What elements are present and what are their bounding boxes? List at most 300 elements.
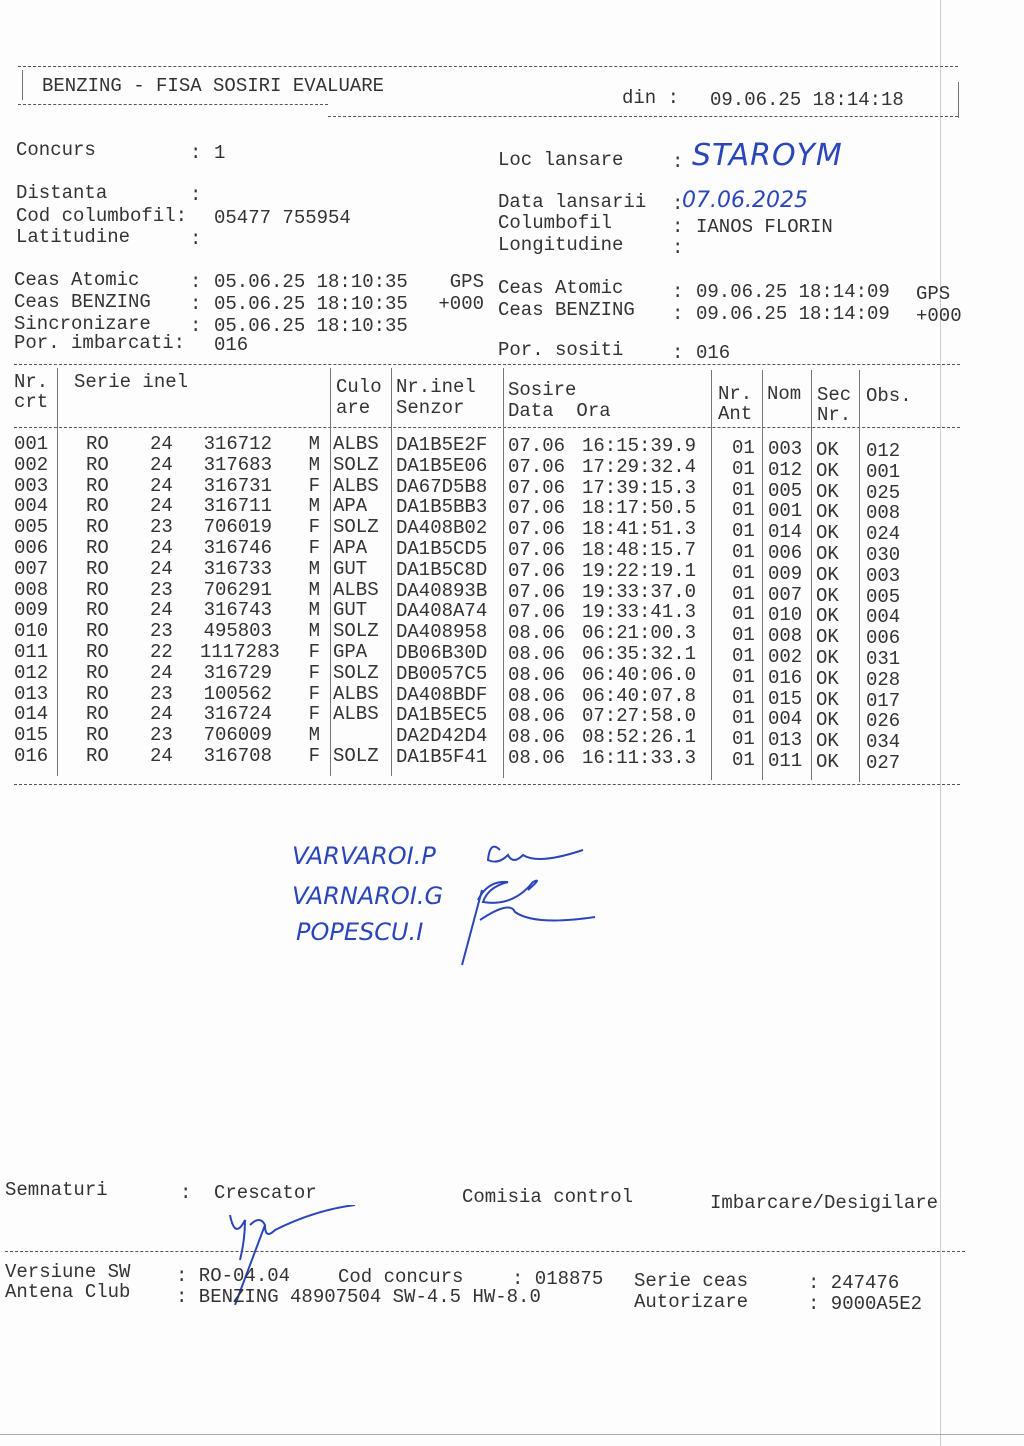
- cell-arrival-date: 08.06: [508, 684, 566, 707]
- cell-nr-crt: 008: [14, 578, 49, 601]
- cell-sex: M: [308, 599, 320, 622]
- cell-country: RO: [86, 703, 109, 726]
- cell-color: SOLZ: [333, 745, 379, 767]
- imbarcati-value: 016: [214, 334, 249, 356]
- cell-nom: 006: [768, 542, 803, 564]
- cell-arrival-date: 07.06: [508, 518, 566, 541]
- cell-country: RO: [86, 620, 109, 643]
- versiune-sw-value: : RO-04.04: [176, 1265, 291, 1287]
- cell-year: 23: [150, 578, 173, 601]
- cell-nom: 002: [768, 646, 803, 668]
- cell-color: APA: [333, 495, 368, 518]
- header-crt: crt: [14, 391, 49, 413]
- cell-year: 24: [150, 703, 173, 726]
- cell-ring-number: 316731: [203, 474, 272, 497]
- clock-colon: :: [190, 315, 202, 337]
- cell-sec-nr: OK: [816, 751, 839, 773]
- table-header-rule: [14, 427, 960, 428]
- cell-sec-nr: OK: [816, 563, 839, 586]
- header-culoare-1: Culo: [336, 376, 382, 398]
- cell-ring-number: 316746: [203, 537, 272, 559]
- sositi-colon: :: [672, 342, 684, 364]
- cell-sec-nr: OK: [816, 522, 839, 545]
- cell-sex: F: [308, 703, 320, 726]
- cell-ring-number: 317683: [203, 453, 272, 476]
- cell-ring-number: 100562: [203, 682, 272, 705]
- commission-signatures: [440, 830, 620, 970]
- concurs-value: 1: [214, 142, 226, 164]
- cell-sensor-ring: DA408A74: [396, 600, 488, 623]
- cell-sec-nr: OK: [816, 584, 839, 607]
- cell-antenna-nr: 01: [732, 499, 755, 522]
- clock-suffix: GPS: [449, 271, 484, 293]
- cell-color: ALBS: [333, 578, 379, 601]
- cell-antenna-nr: 01: [732, 624, 755, 647]
- cell-obs: 005: [866, 585, 901, 608]
- cell-sex: M: [308, 433, 320, 455]
- cell-obs: 003: [866, 564, 901, 587]
- cell-arrival-time: 18:17:50.5: [582, 497, 697, 520]
- cell-obs: 012: [866, 440, 901, 462]
- cell-antenna-nr: 01: [732, 437, 755, 459]
- cell-nom: 016: [768, 666, 803, 689]
- cell-country: RO: [86, 641, 109, 663]
- clock-label: Sincronizare: [14, 313, 151, 335]
- cell-sensor-ring: DA2D42D4: [396, 725, 488, 748]
- col-divider: [811, 370, 812, 780]
- cell-obs: 034: [866, 731, 901, 754]
- clock-value: 05.06.25 18:10:35: [214, 271, 408, 293]
- cell-arrival-time: 06:35:32.1: [582, 643, 697, 665]
- cell-year: 24: [150, 453, 173, 476]
- cell-arrival-time: 06:40:07.8: [582, 684, 697, 707]
- cell-ring-number: 706009: [203, 724, 272, 747]
- col-divider: [391, 368, 392, 776]
- cell-nr-crt: 004: [14, 495, 49, 518]
- cell-year: 24: [150, 661, 173, 684]
- cell-sex: F: [308, 661, 320, 684]
- autorizare-value: : 9000A5E2: [808, 1293, 923, 1315]
- cell-sensor-ring: DA408BDF: [396, 683, 488, 706]
- cell-sec-nr: OK: [816, 459, 839, 482]
- clock-label: Ceas Atomic: [498, 277, 624, 299]
- header-bottom-rule-right: [328, 116, 958, 117]
- cell-arrival-time: 17:39:15.3: [582, 476, 697, 499]
- data-lansarii-colon: :: [672, 193, 684, 215]
- cod-concurs-value: : 018875: [512, 1268, 604, 1290]
- cell-sensor-ring: DB0057C5: [396, 662, 488, 685]
- clock-colon: :: [190, 293, 202, 315]
- header-left-border: [22, 70, 23, 100]
- cell-nom: 008: [768, 625, 803, 648]
- cell-year: 23: [150, 620, 173, 643]
- antena-club-label: Antena Club: [5, 1281, 131, 1303]
- cell-nr-crt: 007: [14, 557, 49, 580]
- cod-concurs-label: Cod concurs: [338, 1266, 464, 1288]
- scan-edge: [940, 0, 941, 1446]
- cell-year: 24: [150, 474, 173, 497]
- cell-ring-number: 316729: [203, 661, 272, 684]
- cell-sec-nr: OK: [816, 439, 839, 461]
- document-title: BENZING - FISA SOSIRI EVALUARE: [42, 75, 385, 97]
- cell-antenna-nr: 01: [732, 561, 755, 584]
- cell-color: ALBS: [333, 682, 379, 705]
- cell-nr-crt: 010: [14, 620, 49, 643]
- header-sec-1: Sec: [817, 384, 852, 406]
- col-divider: [57, 368, 58, 776]
- handwritten-name-1: VARVAROI.P: [292, 842, 436, 870]
- cell-arrival-date: 07.06: [508, 455, 566, 478]
- cell-sec-nr: OK: [816, 543, 839, 565]
- cell-obs: 006: [866, 627, 901, 650]
- cell-color: APA: [333, 537, 368, 559]
- table-top-rule: [14, 364, 960, 365]
- cell-arrival-date: 08.06: [508, 622, 566, 645]
- clock-label: Ceas BENZING: [498, 299, 635, 321]
- header-bottom-rule: [18, 104, 328, 105]
- longitudine-label: Longitudine: [498, 234, 624, 256]
- cell-arrival-date: 07.06: [508, 476, 566, 499]
- din-label: din :: [622, 87, 680, 109]
- cell-arrival-time: 17:29:32.4: [582, 455, 697, 478]
- cell-obs: 028: [866, 668, 901, 691]
- cell-arrival-date: 07.06: [508, 539, 566, 561]
- clock-label: Ceas Atomic: [14, 269, 140, 291]
- cell-sensor-ring: DA1B5E06: [396, 454, 488, 477]
- latitudine-colon: :: [190, 228, 202, 250]
- cell-country: RO: [86, 578, 109, 601]
- cell-country: RO: [86, 516, 109, 539]
- cell-year: 23: [150, 516, 173, 539]
- cell-obs: 024: [866, 523, 901, 546]
- header-sosire: Sosire: [508, 379, 577, 401]
- cell-arrival-time: 07:27:58.0: [582, 705, 697, 728]
- cell-year: 24: [150, 495, 173, 518]
- cell-obs: 030: [866, 544, 901, 566]
- clock-colon: :: [672, 281, 684, 303]
- cell-year: 24: [150, 433, 173, 455]
- cell-sensor-ring: DA1B5F41: [396, 746, 488, 768]
- cell-nom: 015: [768, 687, 803, 710]
- cell-nr-crt: 001: [14, 433, 49, 455]
- cell-year: 24: [150, 557, 173, 580]
- cell-arrival-time: 18:41:51.3: [582, 518, 697, 541]
- autorizare-label: Autorizare: [634, 1291, 749, 1313]
- header-right-border: [958, 82, 959, 118]
- cell-ring-number: 316711: [203, 495, 272, 518]
- table-bottom-rule: [14, 784, 960, 785]
- cell-arrival-date: 07.06: [508, 497, 566, 520]
- cell-sex: F: [308, 745, 320, 767]
- cell-nr-crt: 013: [14, 682, 49, 705]
- header-nr-inel: Nr.inel: [396, 376, 476, 398]
- cell-sex: F: [308, 682, 320, 705]
- cell-sensor-ring: DA40893B: [396, 579, 488, 602]
- cod-columbofil-label: Cod columbofil:: [16, 205, 188, 227]
- cell-country: RO: [86, 537, 109, 559]
- cell-arrival-date: 07.06: [508, 601, 566, 624]
- cell-antenna-nr: 01: [732, 645, 755, 667]
- cell-arrival-date: 08.06: [508, 726, 566, 749]
- header-nr-ant-1: Nr.: [718, 383, 753, 405]
- cell-sec-nr: OK: [816, 709, 839, 732]
- cell-nr-crt: 015: [14, 724, 49, 747]
- cell-country: RO: [86, 599, 109, 622]
- cell-antenna-nr: 01: [732, 457, 755, 480]
- header-nr: Nr.: [14, 371, 49, 393]
- cell-nom: 005: [768, 479, 803, 502]
- cell-antenna-nr: 01: [732, 749, 755, 771]
- cell-nom: 013: [768, 729, 803, 752]
- cell-sec-nr: OK: [816, 605, 839, 628]
- header-top-rule: [18, 66, 958, 67]
- cell-color: SOLZ: [333, 453, 379, 476]
- cell-sensor-ring: DB06B30D: [396, 642, 488, 664]
- cell-country: RO: [86, 682, 109, 705]
- handwritten-name-3: POPESCU.I: [296, 918, 424, 946]
- cell-obs: 001: [866, 460, 901, 483]
- cell-color: ALBS: [333, 703, 379, 726]
- clock-suffix: +000: [916, 305, 962, 327]
- cod-columbofil-value: 05477 755954: [214, 207, 351, 229]
- cell-nom: 010: [768, 604, 803, 627]
- data-lansarii-handwritten: 07.06.2025: [682, 188, 808, 213]
- header-culoare-2: are: [336, 397, 371, 419]
- cell-nr-crt: 003: [14, 474, 49, 497]
- cell-country: RO: [86, 474, 109, 497]
- header-senzor: Senzor: [396, 397, 465, 419]
- header-data-ora: Data Ora: [508, 400, 611, 422]
- cell-nr-crt: 006: [14, 537, 49, 559]
- cell-nom: 009: [768, 562, 803, 585]
- cell-arrival-date: 08.06: [508, 747, 566, 769]
- cell-nr-crt: 012: [14, 661, 49, 684]
- cell-obs: 027: [866, 752, 901, 774]
- loc-lansare-label: Loc lansare: [498, 149, 624, 171]
- cell-nom: 007: [768, 583, 803, 606]
- comisia-control-label: Comisia control: [462, 1186, 634, 1208]
- cell-sec-nr: OK: [816, 501, 839, 524]
- cell-nr-crt: 014: [14, 703, 49, 726]
- cell-color: GUT: [333, 599, 368, 622]
- cell-antenna-nr: 01: [732, 541, 755, 563]
- cell-color: SOLZ: [333, 620, 379, 643]
- cell-year: 22: [150, 641, 173, 663]
- cell-year: 23: [150, 682, 173, 705]
- cell-sex: M: [308, 724, 320, 747]
- header-obs: Obs.: [866, 385, 912, 407]
- latitudine-label: Latitudine: [16, 226, 131, 248]
- cell-nr-crt: 011: [14, 641, 49, 663]
- cell-obs: 025: [866, 481, 901, 504]
- cell-arrival-time: 19:22:19.1: [582, 559, 697, 582]
- cell-sex: F: [308, 474, 320, 497]
- cell-sensor-ring: DA408B02: [396, 517, 488, 540]
- cell-antenna-nr: 01: [732, 707, 755, 730]
- col-divider: [711, 370, 712, 780]
- cell-obs: 004: [866, 606, 901, 629]
- cell-nr-crt: 002: [14, 453, 49, 476]
- cell-country: RO: [86, 433, 109, 455]
- cell-antenna-nr: 01: [732, 520, 755, 543]
- cell-color: GPA: [333, 641, 368, 663]
- concurs-colon: :: [190, 142, 202, 164]
- columbofil-label: Columbofil: [498, 212, 613, 234]
- cell-arrival-date: 07.06: [508, 580, 566, 603]
- cell-nom: 003: [768, 438, 803, 460]
- loc-lansare-colon: :: [672, 151, 684, 173]
- clock-suffix: GPS: [916, 283, 951, 305]
- antena-club-value: : BENZING 48907504 SW-4.5 HW-8.0: [176, 1286, 541, 1308]
- scan-bottom-edge: [0, 1434, 1024, 1435]
- header-sec-2: Nr.: [817, 404, 852, 426]
- serie-ceas-label: Serie ceas: [634, 1270, 749, 1292]
- cell-sex: M: [308, 578, 320, 601]
- cell-year: 24: [150, 599, 173, 622]
- cell-sex: F: [308, 641, 320, 663]
- cell-arrival-time: 08:52:26.1: [582, 726, 697, 749]
- cell-ring-number: 316712: [203, 433, 272, 455]
- cell-country: RO: [86, 661, 109, 684]
- cell-antenna-nr: 01: [732, 478, 755, 501]
- longitudine-colon: :: [672, 237, 684, 259]
- cell-antenna-nr: 01: [732, 665, 755, 688]
- cell-arrival-date: 08.06: [508, 705, 566, 728]
- imbarcare-label: Imbarcare/Desigilare: [710, 1192, 939, 1214]
- handwritten-name-2: VARNAROI.G: [292, 882, 444, 910]
- cell-year: 24: [150, 537, 173, 559]
- cell-obs: 008: [866, 502, 901, 525]
- cell-ring-number: 706291: [203, 578, 272, 601]
- cell-sex: M: [308, 557, 320, 580]
- cell-ring-number: 706019: [203, 516, 272, 539]
- cell-sensor-ring: DA408958: [396, 621, 488, 644]
- cell-year: 23: [150, 724, 173, 747]
- data-lansarii-label: Data lansarii: [498, 191, 647, 213]
- col-divider: [859, 370, 860, 782]
- loc-lansare-handwritten: STAROYM: [692, 138, 843, 173]
- clock-colon: :: [190, 271, 202, 293]
- cell-sec-nr: OK: [816, 688, 839, 711]
- cell-sex: F: [308, 516, 320, 539]
- cell-arrival-time: 06:21:00.3: [582, 622, 697, 645]
- header-serie-inel: Serie inel: [74, 371, 189, 393]
- cell-country: RO: [86, 724, 109, 747]
- col-divider: [330, 368, 331, 776]
- cell-sensor-ring: DA67D5B8: [396, 475, 488, 498]
- cell-sec-nr: OK: [816, 647, 839, 669]
- sositi-label: Por. sositi: [498, 339, 624, 361]
- distanta-label: Distanta: [16, 182, 108, 204]
- cell-obs: 017: [866, 689, 901, 712]
- cell-sensor-ring: DA1B5E2F: [396, 434, 488, 456]
- col-divider: [503, 368, 504, 778]
- cell-sensor-ring: DA1B5EC5: [396, 704, 488, 727]
- versiune-sw-label: Versiune SW: [5, 1261, 131, 1283]
- cell-sec-nr: OK: [816, 480, 839, 503]
- crescator-label: Crescator: [214, 1182, 317, 1204]
- cell-country: RO: [86, 745, 109, 767]
- semnaturi-colon: :: [180, 1182, 192, 1204]
- cell-nr-crt: 016: [14, 745, 49, 767]
- cell-antenna-nr: 01: [732, 582, 755, 605]
- clock-value: 09.06.25 18:14:09: [696, 281, 890, 303]
- clock-suffix: +000: [438, 293, 484, 315]
- serie-ceas-value: : 247476: [808, 1272, 900, 1294]
- cell-arrival-time: 18:48:15.7: [582, 539, 697, 561]
- clock-value: 05.06.25 18:10:35: [214, 315, 408, 337]
- cell-arrival-time: 19:33:41.3: [582, 601, 697, 624]
- cell-year: 24: [150, 745, 173, 767]
- cell-ring-number: 316724: [203, 703, 272, 726]
- cell-arrival-date: 07.06: [508, 435, 566, 457]
- cell-nr-crt: 005: [14, 516, 49, 539]
- cell-sex: M: [308, 495, 320, 518]
- cell-arrival-time: 06:40:06.0: [582, 663, 697, 686]
- header-nom: Nom: [767, 383, 802, 405]
- cell-antenna-nr: 01: [732, 728, 755, 751]
- cell-arrival-time: 16:11:33.3: [582, 747, 697, 769]
- cell-arrival-date: 08.06: [508, 643, 566, 665]
- footer-rule: [5, 1251, 965, 1252]
- cell-nom: 001: [768, 500, 803, 523]
- cell-ring-number: 495803: [203, 620, 272, 643]
- cell-country: RO: [86, 453, 109, 476]
- col-divider: [762, 370, 763, 780]
- cell-arrival-time: 19:33:37.0: [582, 580, 697, 603]
- clock-value: 09.06.25 18:14:09: [696, 303, 890, 325]
- header-nr-ant-2: Ant: [718, 403, 753, 425]
- imbarcati-label: Por. imbarcati:: [14, 332, 186, 354]
- cell-nom: 012: [768, 458, 803, 481]
- cell-color: GUT: [333, 557, 368, 580]
- clock-colon: :: [672, 303, 684, 325]
- sositi-value: 016: [696, 342, 731, 364]
- cell-color: ALBS: [333, 474, 379, 497]
- cell-sec-nr: OK: [816, 626, 839, 649]
- cell-nom: 011: [768, 750, 803, 772]
- cell-ring-number: 316733: [203, 557, 272, 580]
- cell-obs: 031: [866, 648, 901, 670]
- cell-sec-nr: OK: [816, 730, 839, 753]
- cell-antenna-nr: 01: [732, 686, 755, 709]
- clock-label: Ceas BENZING: [14, 291, 151, 313]
- columbofil-value: IANOS FLORIN: [696, 216, 833, 238]
- columbofil-colon: :: [672, 216, 684, 238]
- cell-sensor-ring: DA1B5C8D: [396, 558, 488, 581]
- cell-arrival-date: 07.06: [508, 559, 566, 582]
- cell-antenna-nr: 01: [732, 603, 755, 626]
- clock-value: 05.06.25 18:10:35: [214, 293, 408, 315]
- cell-color: SOLZ: [333, 516, 379, 539]
- cell-sex: M: [308, 620, 320, 643]
- cell-arrival-date: 08.06: [508, 663, 566, 686]
- concurs-label: Concurs: [16, 139, 96, 161]
- cell-nr-crt: 009: [14, 599, 49, 622]
- cell-arrival-time: 16:15:39.9: [582, 435, 697, 457]
- cell-sex: M: [308, 453, 320, 476]
- din-value: 09.06.25 18:14:18: [710, 89, 904, 111]
- cell-sex: F: [308, 537, 320, 559]
- cell-obs: 026: [866, 710, 901, 733]
- cell-sensor-ring: DA1B5CD5: [396, 538, 488, 560]
- cell-sec-nr: OK: [816, 667, 839, 690]
- cell-color: ALBS: [333, 433, 379, 455]
- cell-nom: 014: [768, 521, 803, 544]
- cell-sensor-ring: DA1B5BB3: [396, 496, 488, 519]
- cell-country: RO: [86, 495, 109, 518]
- cell-ring-number: 316743: [203, 599, 272, 622]
